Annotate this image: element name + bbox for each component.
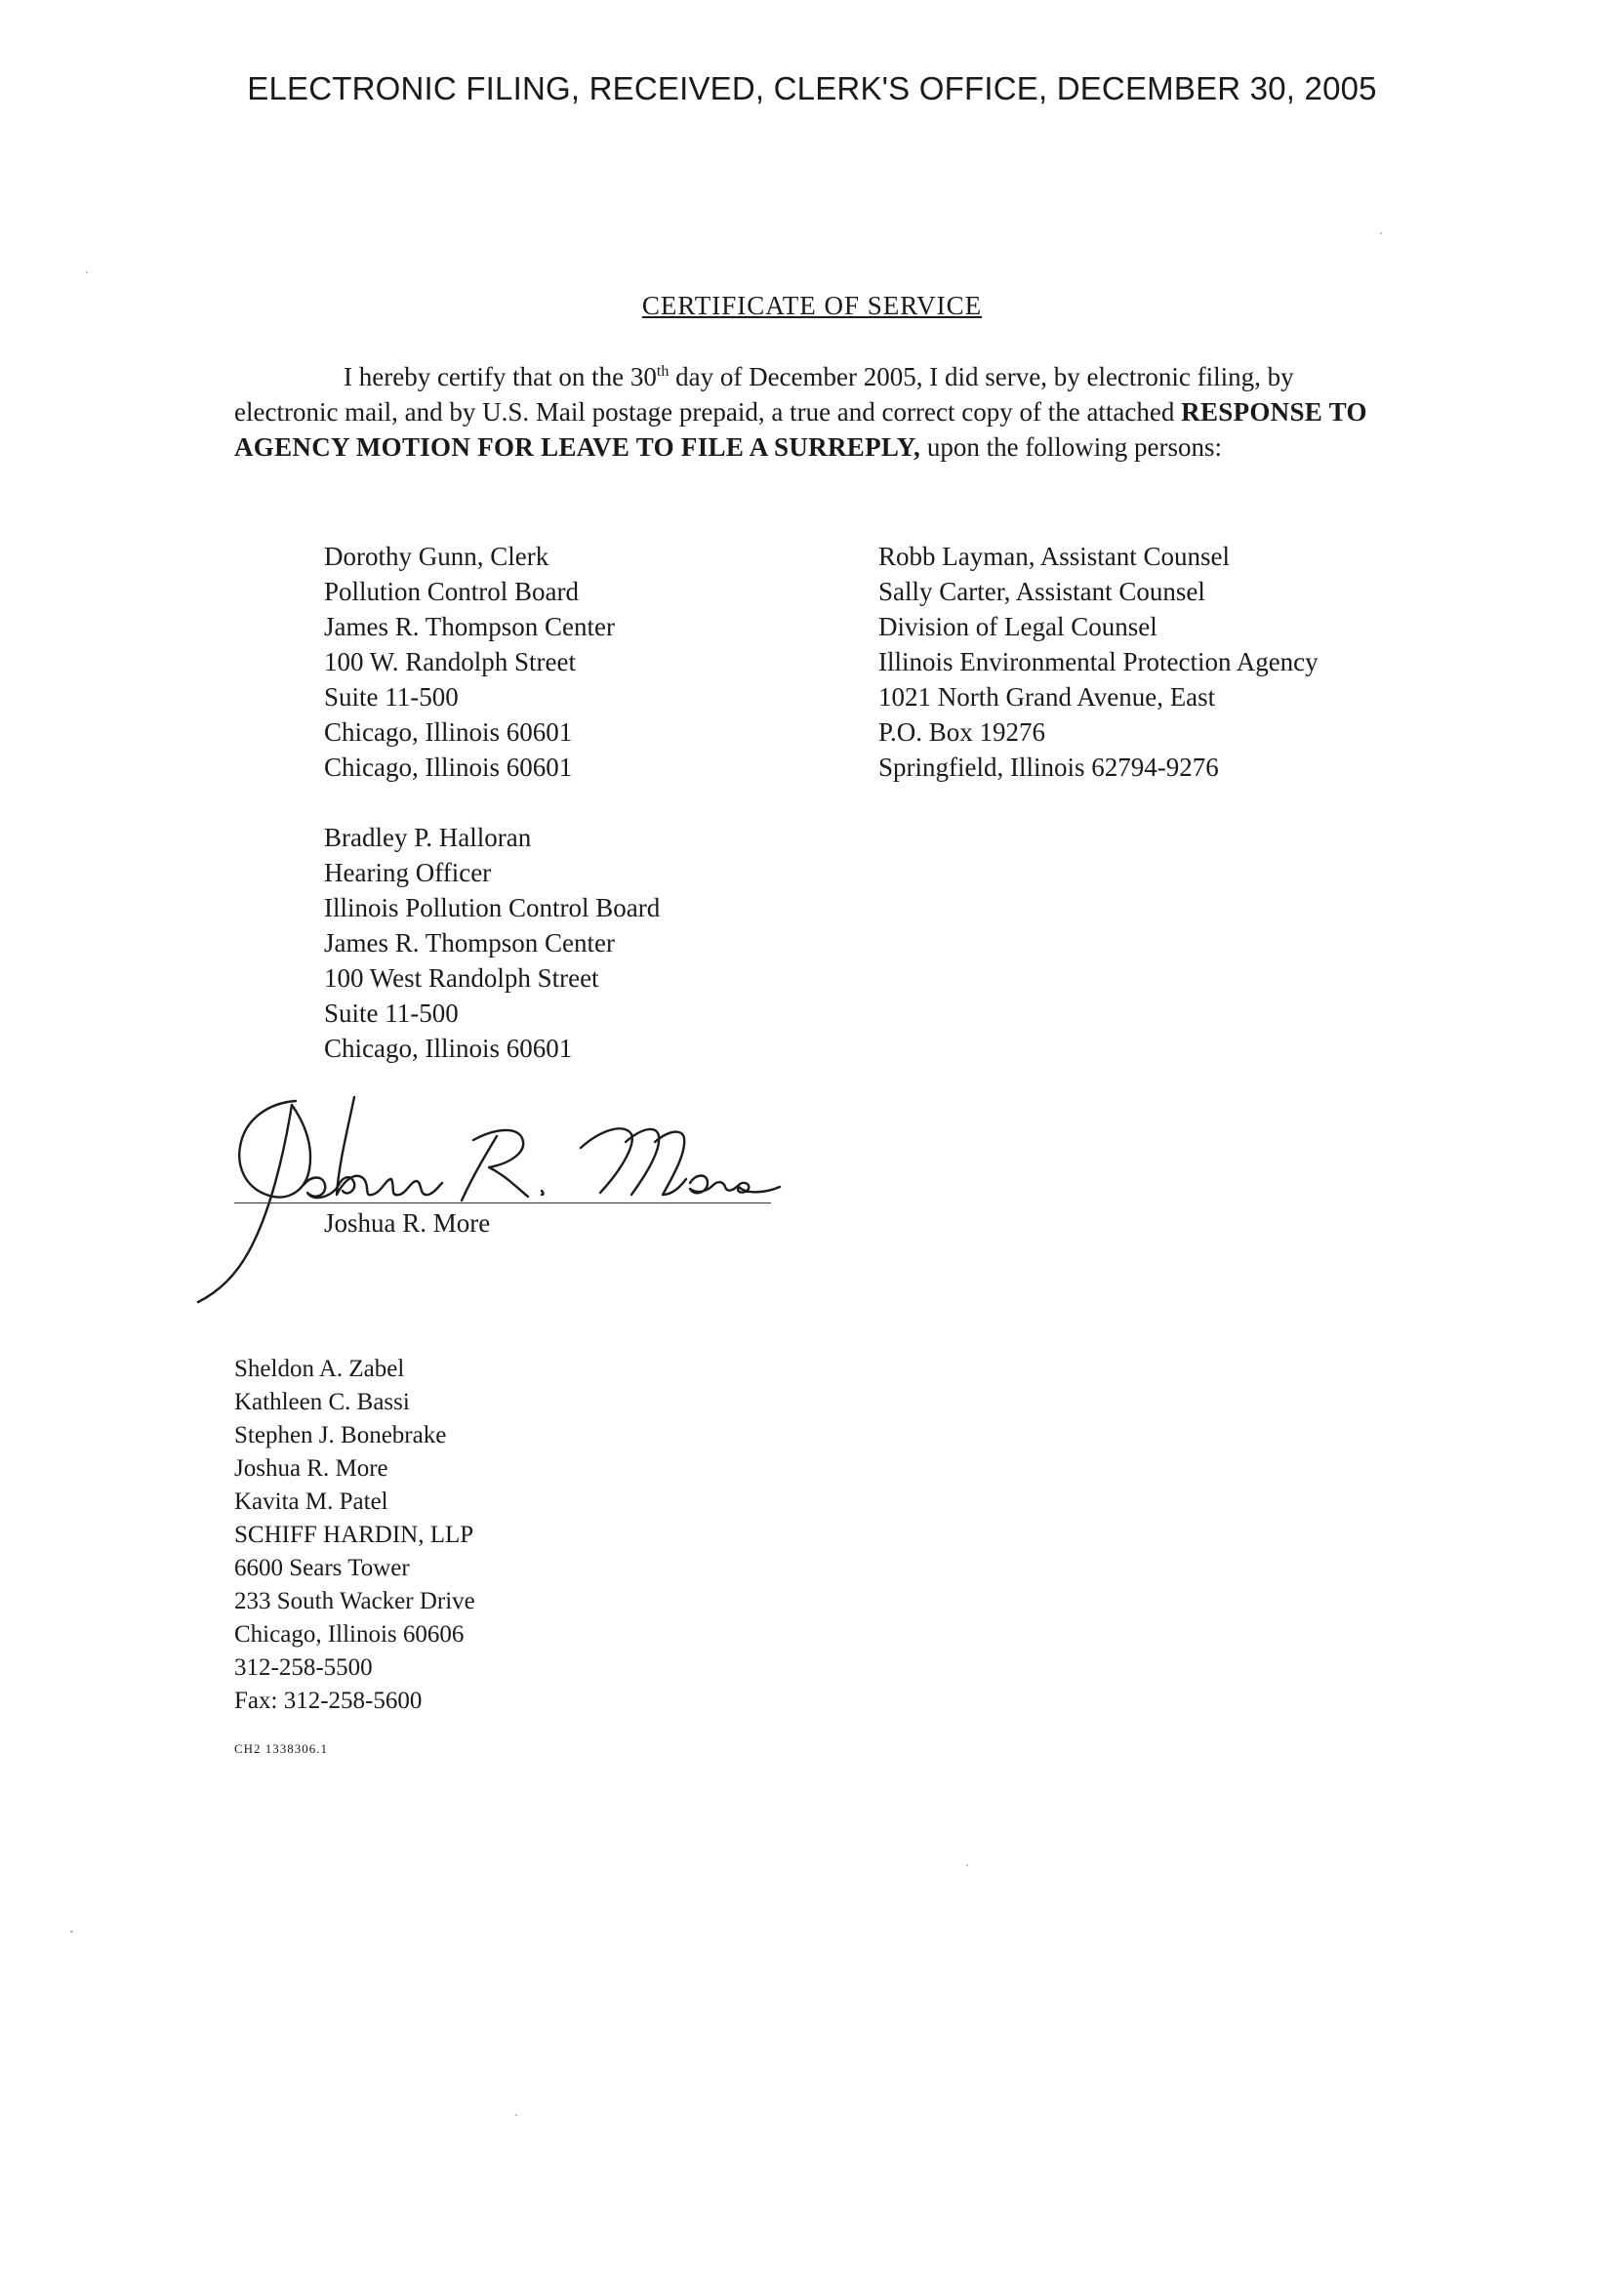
scan-speck bbox=[515, 2114, 517, 2116]
firm-line: Joshua R. More bbox=[234, 1455, 388, 1482]
address-line: 100 W. Randolph Street bbox=[324, 647, 576, 676]
firm-line: Kavita M. Patel bbox=[234, 1488, 388, 1515]
address-line: Division of Legal Counsel bbox=[878, 612, 1157, 641]
firm-line: Kathleen C. Bassi bbox=[234, 1389, 410, 1415]
scan-speck bbox=[86, 271, 88, 273]
paragraph-text-2: day of December 2005, I did serve, by electronic filing, by electronic mail, and by U.S. Mail postage prepaid, a true and correct copy of the attached bbox=[234, 362, 1294, 427]
address-line: Chicago, Illinois 60601 bbox=[324, 1034, 573, 1063]
paragraph-text-3: upon the following persons: bbox=[920, 432, 1223, 462]
attorney-block bbox=[234, 1353, 475, 1718]
address-line: Pollution Control Board bbox=[324, 577, 580, 606]
scan-speck bbox=[70, 1931, 73, 1933]
signature-stroke bbox=[198, 1105, 292, 1302]
certification-paragraph bbox=[234, 359, 1386, 465]
electronic-filing-stamp: ELECTRONIC FILING, RECEIVED, CLERK'S OFFICE, DECEMBER 30, 2005 bbox=[247, 70, 1377, 106]
address-line: Springfield, Illinois 62794-9276 bbox=[878, 753, 1219, 782]
address-line: Robb Layman, Assistant Counsel bbox=[878, 542, 1230, 571]
firm-line: Sheldon A. Zabel bbox=[234, 1356, 405, 1382]
firm-line: 233 South Wacker Drive bbox=[234, 1588, 475, 1614]
signer-typed-name: Joshua R. More bbox=[324, 1208, 491, 1238]
address-line: Hearing Officer bbox=[324, 858, 492, 887]
firm-line: Fax: 312-258-5600 bbox=[234, 1688, 423, 1714]
paragraph-text-1: I hereby certify that on the 30 bbox=[344, 362, 657, 391]
address-line: Bradley P. Halloran bbox=[324, 823, 532, 852]
address-line: P.O. Box 19276 bbox=[878, 717, 1046, 747]
scan-speck bbox=[1380, 232, 1382, 234]
address-line: 1021 North Grand Avenue, East bbox=[878, 682, 1216, 712]
address-line: 100 West Randolph Street bbox=[324, 963, 599, 993]
recipient-address-layman bbox=[878, 539, 1319, 785]
firm-line: SCHIFF HARDIN, LLP bbox=[234, 1522, 474, 1548]
address-line: James R. Thompson Center bbox=[324, 928, 615, 958]
address-line: Chicago, Illinois 60601 bbox=[324, 717, 573, 747]
address-line: James R. Thompson Center bbox=[324, 612, 615, 641]
handwritten-signature bbox=[190, 1085, 795, 1310]
signature-stroke bbox=[626, 1129, 659, 1195]
address-line: Illinois Environmental Protection Agency bbox=[878, 647, 1319, 676]
signature-line bbox=[234, 1202, 771, 1203]
document-id: CH2 1338306.1 bbox=[234, 1741, 329, 1756]
address-line: Suite 11-500 bbox=[324, 998, 459, 1028]
signature-stroke bbox=[542, 1191, 544, 1195]
recipient-address-halloran bbox=[324, 820, 660, 1066]
signature-stroke bbox=[690, 1176, 780, 1194]
firm-line: Chicago, Illinois 60606 bbox=[234, 1621, 465, 1648]
signature-stroke bbox=[581, 1128, 632, 1193]
address-line: Dorothy Gunn, Clerk bbox=[324, 542, 549, 571]
address-line: Illinois Pollution Control Board bbox=[324, 893, 661, 922]
address-line: Sally Carter, Assistant Counsel bbox=[878, 577, 1205, 606]
ordinal-suffix: th bbox=[656, 363, 670, 380]
page-title: CERTIFICATE OF SERVICE bbox=[641, 291, 983, 320]
address-line: Chicago, Illinois 60601 bbox=[324, 753, 573, 782]
scan-speck bbox=[966, 1864, 968, 1866]
firm-line: 312-258-5500 bbox=[234, 1654, 373, 1681]
recipient-address-gunn bbox=[324, 539, 615, 785]
address-line: Suite 11-500 bbox=[324, 682, 459, 712]
document-title-bold: RESPONSE TO AGENCY MOTION FOR LEAVE TO FILE A SURREPLY, bbox=[234, 397, 1367, 462]
firm-line: 6600 Sears Tower bbox=[234, 1555, 410, 1581]
firm-line: Stephen J. Bonebrake bbox=[234, 1422, 447, 1448]
